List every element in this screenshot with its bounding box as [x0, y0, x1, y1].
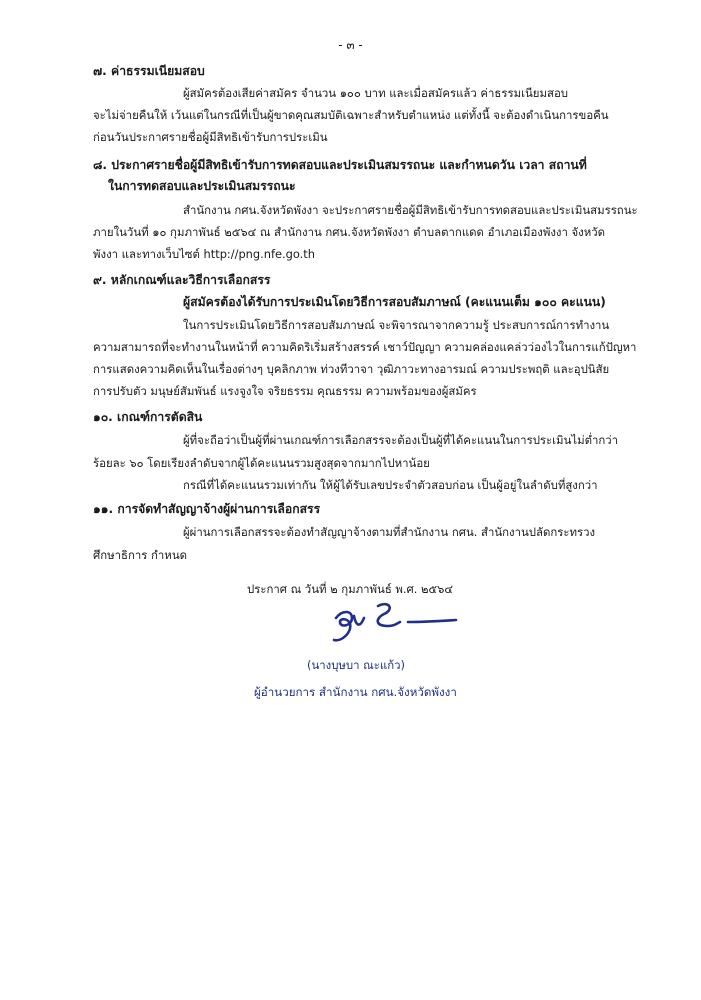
page-number: - ๓ -: [338, 38, 363, 52]
section-9-line-3: การแสดงความคิดเห็นในเรื่องต่างๆ บุคลิกภาพ ท่วงทีวาจา วุฒิภาวะทางอารมณ์ ความประพฤติ และอุปนิสัย: [93, 362, 610, 376]
signature-stroke-4: [408, 620, 456, 622]
signatory-name: (นางบุษบา ณะแก้ว): [307, 658, 405, 672]
section-7-line-2: จะไม่จ่ายคืนให้ เว้นแต่ในกรณีที่เป็นผู้ขาดคุณสมบัติเฉพาะสำหรับตำแหน่ง แต่ทั้งนี้ จะต้องดำเนินการขอคืน: [93, 108, 609, 122]
section-8-line-3: พังงา และทางเว็บไซต์ http://png.nfe.go.th: [93, 247, 315, 261]
section-8-heading-line-2: ในการทดสอบและประเมินสมรรถนะ: [108, 179, 296, 193]
signature-stroke-1: [334, 612, 352, 640]
section-10-line-2: ร้อยละ ๖๐ โดยเรียงลำดับจากผู้ได้คะแนนรวมสูงสุดจากมากไปหาน้อย: [93, 456, 430, 470]
section-11-heading: ๑๑. การจัดทำสัญญาจ้างผู้ผ่านการเลือกสรร: [93, 502, 321, 516]
signature-stroke-3: [378, 604, 400, 626]
section-8-line-2: ภายในวันที่ ๑๐ กุมภาพันธ์ ๒๕๖๔ ณ สำนักงาน กศน.จังหวัดพังงา ตำบลตากแดด อำเภอเมืองพังงา จังหวัด: [93, 225, 606, 239]
section-7-line-3: ก่อนวันประกาศรายชื่อผู้มีสิทธิเข้ารับการประเมิน: [93, 130, 328, 144]
section-9-heading: ๙. หลักเกณฑ์และวิธีการเลือกสรร: [93, 273, 271, 287]
announcement-date: ประกาศ ณ วันที่ ๒ กุมภาพันธ์ พ.ศ. ๒๕๖๔: [247, 582, 453, 596]
section-11-line-2: ศึกษาธิการ กำหนด: [93, 548, 188, 562]
section-8-line-1: สำนักงาน กศน.จังหวัดพังงา จะประกาศรายชื่อผู้มีสิทธิเข้ารับการทดสอบและประเมินสมรรถนะ: [183, 203, 638, 217]
section-10-heading: ๑๐. เกณฑ์การตัดสิน: [93, 410, 203, 424]
section-9-line-1: ในการประเมินโดยวิธีการสอบสัมภาษณ์ จะพิจารณาจากความรู้ ประสบการณ์การทำงาน: [183, 318, 610, 332]
signature-stroke-2: [354, 616, 364, 625]
section-9-line-4: การปรับตัว มนุษย์สัมพันธ์ แรงจูงใจ จริยธรรม คุณธรรม ความพร้อมของผู้สมัคร: [93, 384, 477, 398]
section-10-line-3: กรณีที่ได้คะแนนรวมเท่ากัน ให้ผู้ได้รับเลขประจำตัวสอบก่อน เป็นผู้อยู่ในลำดับที่สูงกว่า: [183, 478, 598, 492]
section-9-line-2: ความสามารถที่จะทำงานในหน้าที่ ความคิดริเริ่มสร้างสรรค์ เชาว์ปัญญา ความคล่องแคล่วว่องไวในการแก้ปัญหา: [93, 340, 637, 354]
section-10-line-1: ผู้ที่จะถือว่าเป็นผู้ที่ผ่านเกณฑ์การเลือกสรรจะต้องเป็นผู้ที่ได้คะแนนในการประเมินไม่ต่ำกว่า: [183, 433, 619, 447]
section-7-line-1: ผู้สมัครต้องเสียค่าสมัคร จำนวน ๑๐๐ บาท และเมื่อสมัครแล้ว ค่าธรรมเนียมสอบ: [183, 86, 569, 100]
signatory-position: ผู้อำนวยการ สำนักงาน กศน.จังหวัดพังงา: [254, 685, 457, 699]
section-11-line-1: ผู้ผ่านการเลือกสรรจะต้องทำสัญญาจ้างตามที่สำนักงาน กศน. สำนักงานปลัดกระทรวง: [183, 525, 596, 539]
section-9-subheading: ผู้สมัครต้องได้รับการประเมินโดยวิธีการสอบสัมภาษณ์ (คะแนนเต็ม ๑๐๐ คะแนน): [183, 295, 606, 309]
handwritten-signature: [330, 596, 460, 652]
section-8-heading-line-1: ๘. ประกาศรายชื่อผู้มีสิทธิเข้ารับการทดสอบและประเมินสมรรถนะ และกำหนดวัน เวลา สถานที่: [93, 158, 587, 172]
section-7-heading: ๗. ค่าธรรมเนียมสอบ: [93, 64, 205, 78]
